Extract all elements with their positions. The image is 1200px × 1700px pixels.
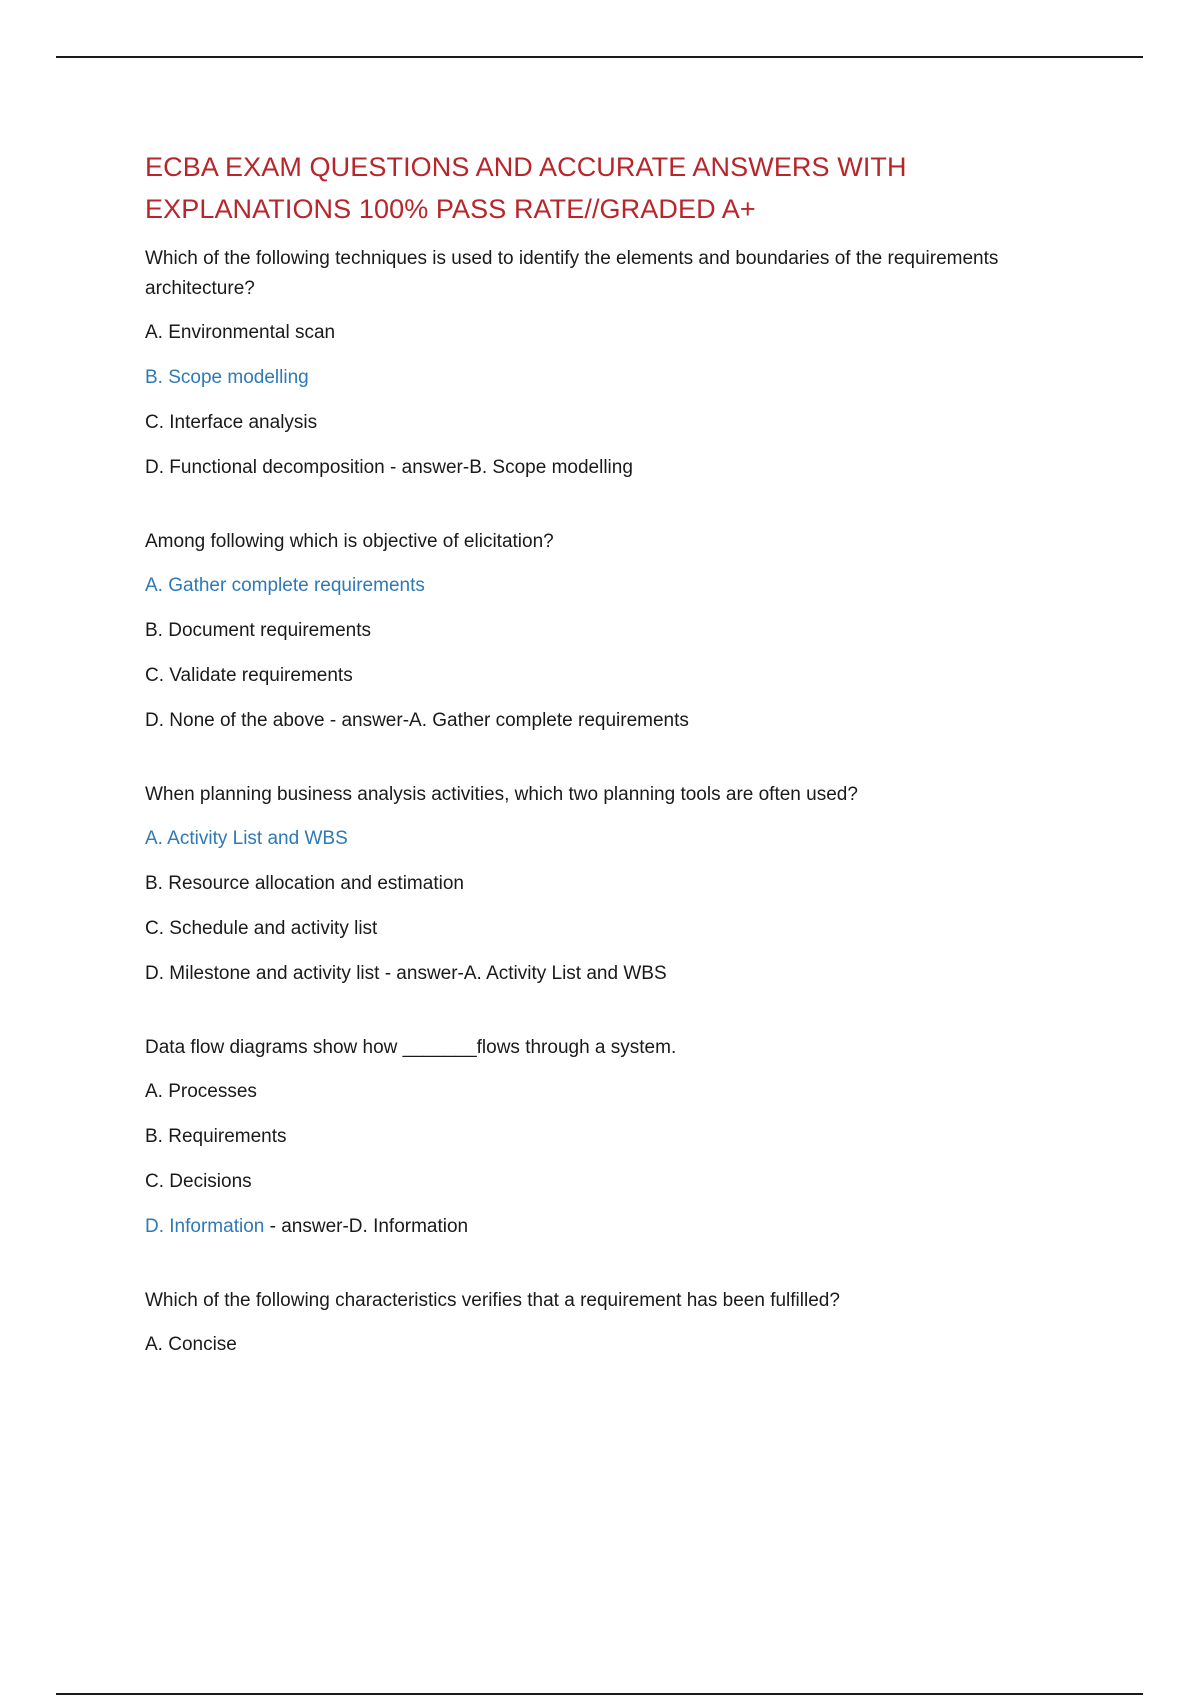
answer-option [145, 661, 1105, 691]
answer-option [145, 1167, 1105, 1197]
question-block [145, 1286, 1105, 1360]
answer-option [145, 363, 1105, 393]
answer-option [145, 1212, 1105, 1242]
answer-option [145, 1077, 1105, 1107]
answer-option [145, 1330, 1105, 1360]
question-text: Among following which is objective of elicitation? [145, 531, 554, 552]
document-body [145, 146, 1105, 1360]
answer-key: - answer-D. Information [264, 1216, 469, 1237]
option-text: A. Processes [145, 1081, 257, 1102]
question-block [145, 527, 1105, 736]
question-text: Which of the following techniques is used to identify the elements and boundaries of the requirements architecture? [145, 248, 999, 299]
correct-option-highlight: A. Gather complete requirements [145, 575, 425, 596]
question-block [145, 1033, 1105, 1242]
bottom-rule [56, 1693, 1143, 1695]
answer-option [145, 914, 1105, 944]
answer-option [145, 453, 1105, 483]
answer-option [145, 616, 1105, 646]
option-text: D. Functional decomposition - answer-B. Scope modelling [145, 457, 633, 478]
correct-option-highlight: A. Activity List and WBS [145, 828, 348, 849]
correct-option-highlight: B. Scope modelling [145, 367, 309, 388]
option-text: A. Concise [145, 1334, 237, 1355]
answer-option [145, 318, 1105, 348]
option-text: A. Environmental scan [145, 322, 336, 343]
option-text: C. Decisions [145, 1171, 252, 1192]
question-block [145, 780, 1105, 989]
correct-option-highlight: D. Information [145, 1216, 265, 1237]
option-text: B. Document requirements [145, 620, 371, 641]
answer-option [145, 1122, 1105, 1152]
question-text: Data flow diagrams show how _______flows through a system. [145, 1037, 677, 1058]
option-text: B. Resource allocation and estimation [145, 873, 464, 894]
answer-option [145, 959, 1105, 989]
question-text: Which of the following characteristics verifies that a requirement has been fulfilled? [145, 1290, 840, 1311]
answer-option [145, 869, 1105, 899]
answer-option [145, 706, 1105, 736]
answer-option [145, 408, 1105, 438]
option-text: D. Milestone and activity list - answer-A. Activity List and WBS [145, 963, 667, 984]
answer-option [145, 824, 1105, 854]
question-text: When planning business analysis activities, which two planning tools are often used? [145, 784, 858, 805]
option-text: D. None of the above - answer-A. Gather complete requirements [145, 710, 689, 731]
option-text: C. Interface analysis [145, 412, 318, 433]
option-text: C. Schedule and activity list [145, 918, 378, 939]
top-rule [56, 56, 1143, 58]
option-text: B. Requirements [145, 1126, 287, 1147]
option-text: C. Validate requirements [145, 665, 353, 686]
question-block [145, 244, 1105, 483]
answer-option [145, 571, 1105, 601]
document-title: ECBA EXAM QUESTIONS AND ACCURATE ANSWERS WITH EXPLANATIONS 100% PASS RATE//GRADED A+ [145, 152, 907, 224]
